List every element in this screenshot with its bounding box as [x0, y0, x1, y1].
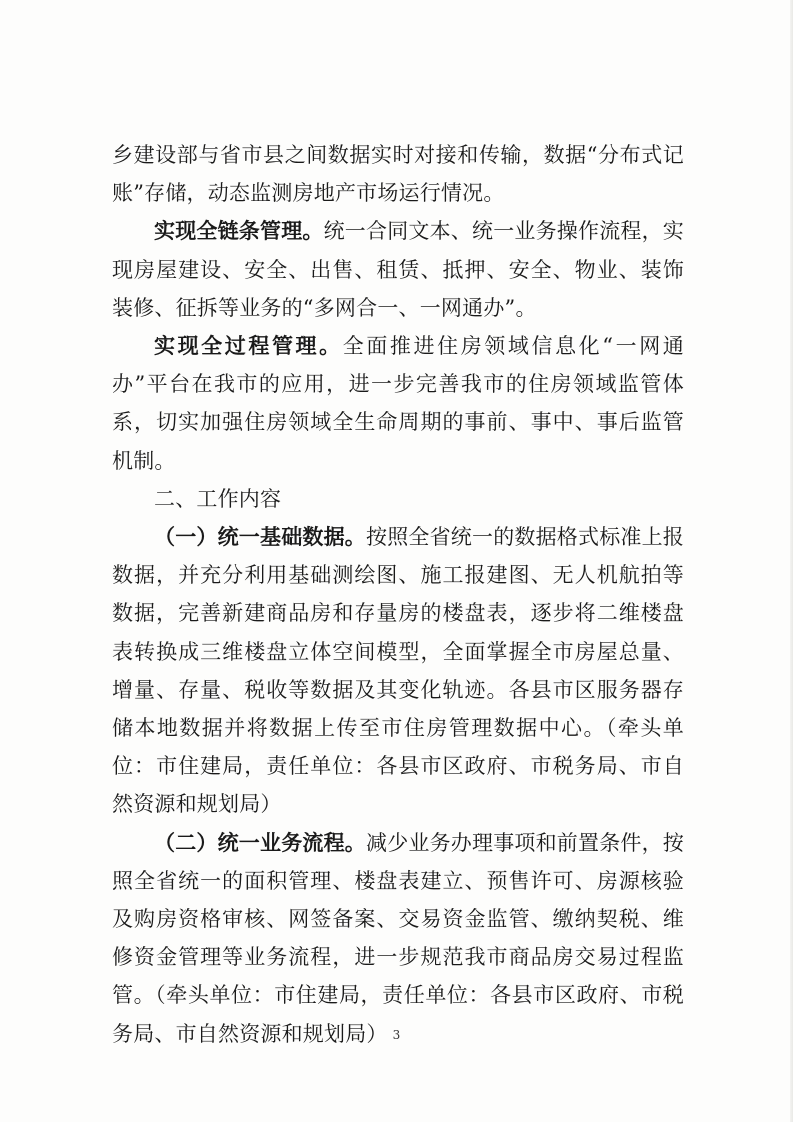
paragraph-full-chain-text: 统一合同文本、统一业务操作流程，实现房屋建设、安全、出售、租赁、抵押、安全、物业、装饰装修、征拆等业务的“多网合一、一网通办”。 — [112, 219, 685, 320]
paragraph-full-chain-lead: 实现全链条管理。 — [154, 218, 324, 244]
paragraph-unified-business-process — [112, 824, 684, 1053]
paragraph-full-process-management — [112, 327, 684, 480]
paragraph-continuation-text: 乡建设部与省市县之间数据实时对接和传输，数据“分布式记账”存储，动态监测房地产市场运行情况。 — [112, 143, 684, 206]
paragraph-unified-base-data-text: 按照全省统一的数据格式标准上报数据，并充分利用基础测绘图、施工报建图、无人机航拍等数据，完善新建商品房和存量房的楼盘表，逐步将二维楼盘表转换成三维楼盘立体空间模型，全面掌握全市房屋总量、增量、存量、税收等数据及其变化轨迹。各县市区服务器存储本地数据并将数据上传至市住房管理数据中心。（牵头单位：市住建局，责任单位：各县市区政府、市税务局、市自然资源和规划局） — [112, 525, 684, 817]
paragraph-unified-business-process-lead: （二）统一业务流程。 — [154, 829, 366, 855]
paragraph-unified-base-data — [112, 518, 684, 824]
document-body — [112, 136, 684, 1053]
paragraph-continuation — [112, 136, 684, 212]
paragraph-unified-business-process-text: 减少业务办理事项和前置条件，按照全省统一的面积管理、楼盘表建立、预售许可、房源核验及购房资格审核、网签备案、交易资金监管、缴纳契税、维修资金管理等业务流程，进一步规范我市商品房交易过程监管。（牵头单位：市住建局，责任单位：各县市区政府、市税务局、市自然资源和规划局） — [112, 830, 684, 1046]
section-heading-work-content: 二、工作内容 — [154, 486, 282, 511]
paragraph-full-chain-management — [112, 212, 684, 327]
page-number: 3 — [392, 1028, 401, 1042]
paragraph-full-process-lead: 实现全过程管理。 — [154, 333, 343, 359]
paragraph-unified-base-data-lead: （一）统一基础数据。 — [154, 524, 366, 550]
paragraph-full-process-text: 全面推进住房领域信息化“一网通办”平台在我市的应用，进一步完善我市的住房领域监管体系，切实加强住房领域全生命周期的事前、事中、事后监管机制。 — [112, 334, 684, 473]
